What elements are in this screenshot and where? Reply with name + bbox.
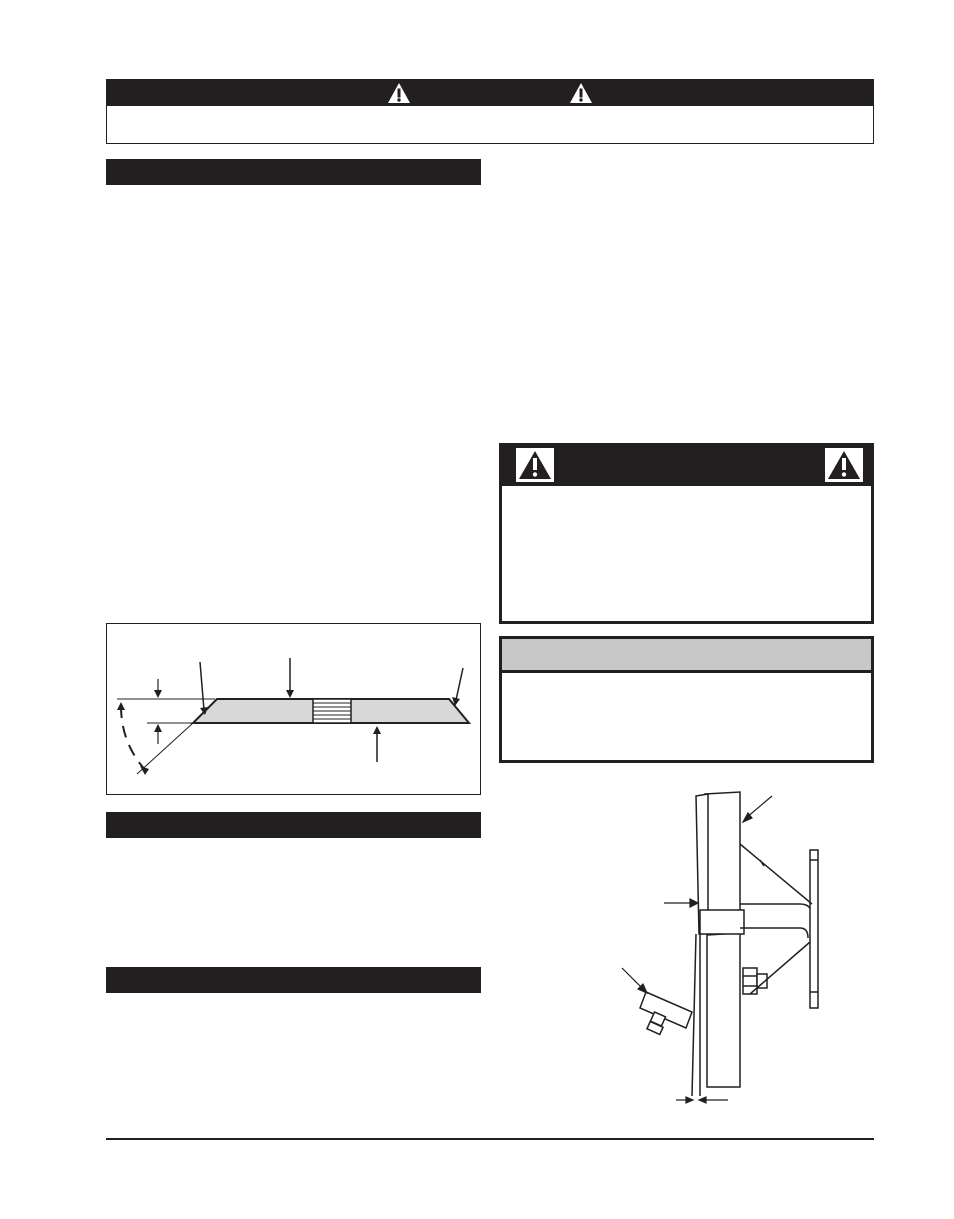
section-heading-bar [106, 159, 481, 185]
wear-diagram-svg [600, 782, 840, 1112]
caution-box [499, 636, 874, 763]
section-heading-bar [106, 967, 481, 993]
bevel-angle-line [137, 723, 193, 774]
warning-box-header [502, 446, 871, 486]
clamp-bar [700, 910, 744, 934]
top-safety-banner [106, 79, 874, 144]
mount-arm-upper [740, 904, 812, 922]
blade-cross-section-diagram [106, 623, 481, 795]
blade-lower-section [707, 933, 740, 1087]
blade-edge-line [692, 934, 696, 1096]
blade-diagram-svg [107, 624, 480, 794]
diagonal-brace [740, 844, 812, 904]
angle-arc [121, 706, 147, 772]
warning-triangle-icon [387, 82, 411, 104]
wear-strip-adjustment-diagram [600, 782, 840, 1112]
warning-triangle-icon [825, 448, 863, 482]
warning-box [499, 443, 874, 624]
warning-triangle-icon [516, 448, 554, 482]
scraper-tool [640, 992, 692, 1028]
callout-arrow-edge [200, 662, 204, 710]
mount-bar [810, 850, 818, 1008]
callout-arrow-right [456, 668, 463, 700]
section-heading-bar [106, 812, 481, 838]
mount-arm-lower [740, 928, 808, 938]
warning-triangle-icon [569, 82, 593, 104]
blade-upper-section [705, 792, 740, 912]
caution-box-header [502, 639, 871, 673]
footer-rule [106, 1138, 874, 1140]
top-banner-header [107, 80, 873, 106]
